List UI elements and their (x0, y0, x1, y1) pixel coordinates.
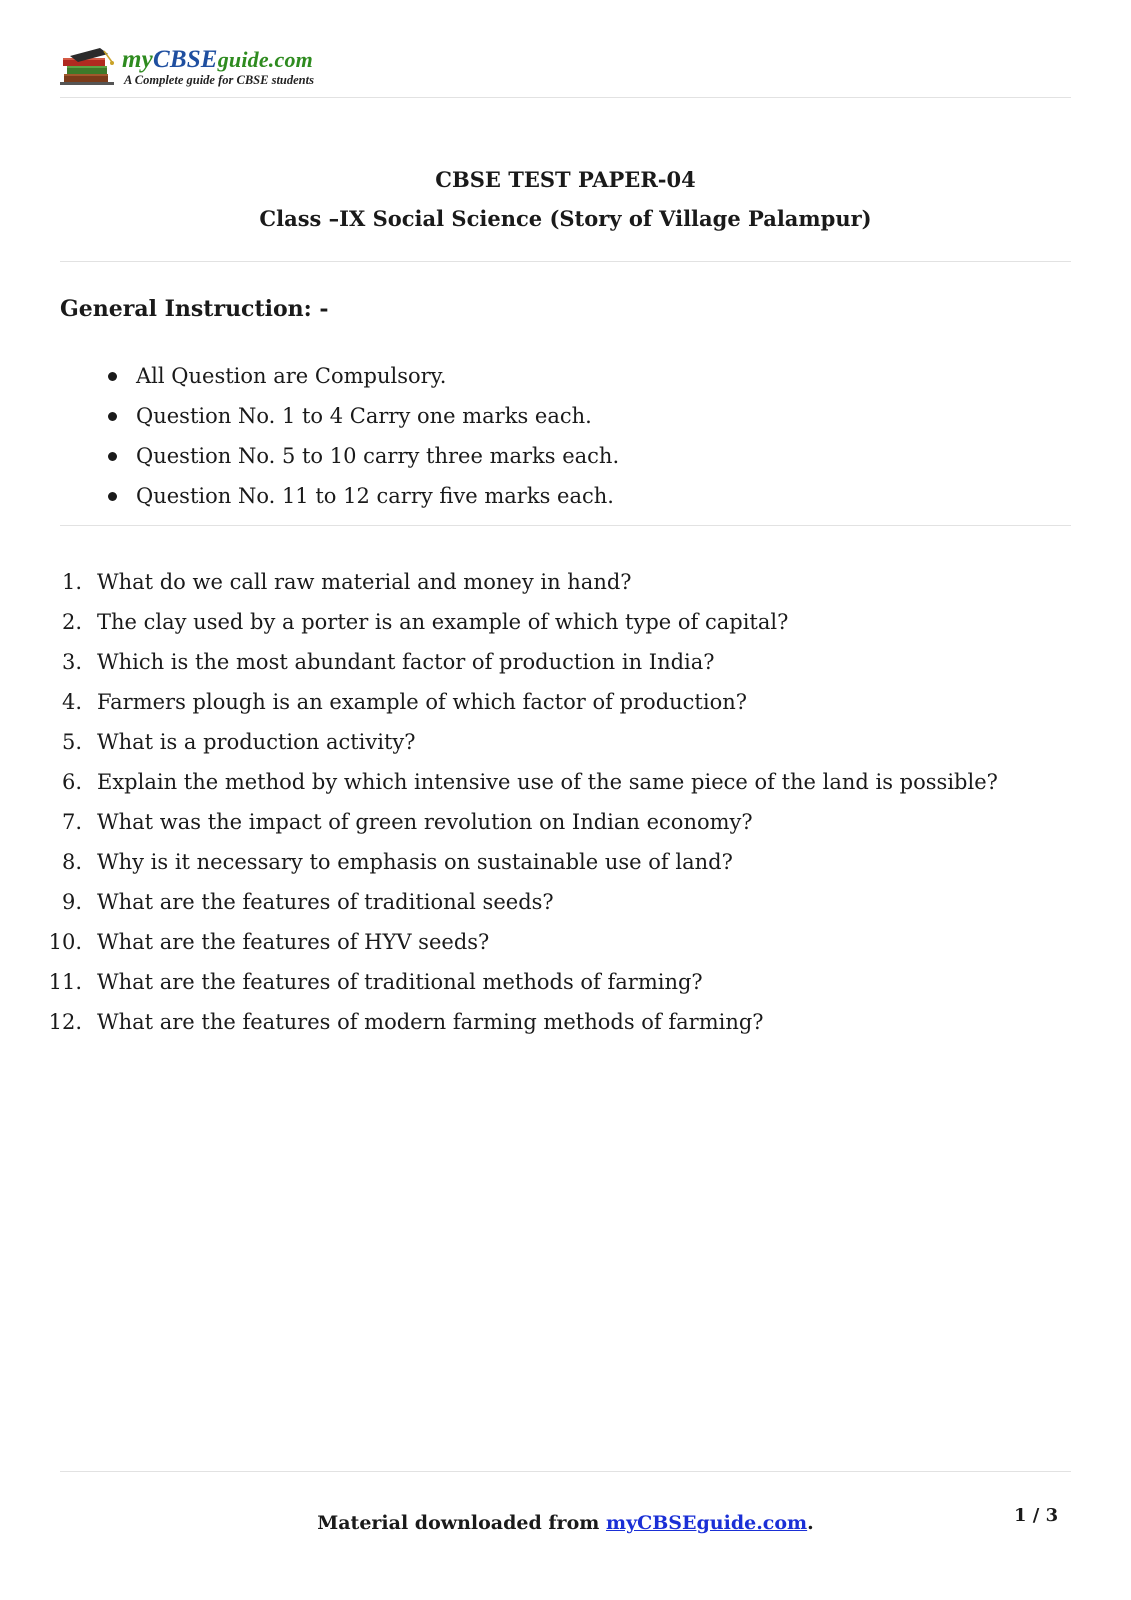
question-item (40, 842, 998, 882)
header-divider (60, 97, 1071, 98)
instruction-item (60, 436, 619, 476)
paper-subtitle: Class –IX Social Science (Story of Village Palampur) (259, 206, 872, 231)
question-text: Explain the method by which intensive use of the same piece of the land is possible? (97, 770, 998, 794)
question-number: 4. (61, 690, 82, 714)
question-number: 11. (48, 970, 82, 994)
question-item (40, 882, 998, 922)
question-number: 12. (48, 1010, 82, 1034)
footer (0, 1512, 1131, 1534)
instruction-text: Question No. 5 to 10 carry three marks each. (136, 444, 620, 468)
question-text: What are the features of traditional methods of farming? (97, 970, 703, 994)
logo-guide: guide.com (217, 47, 313, 73)
title-divider (60, 261, 1071, 262)
instruction-text: Question No. 1 to 4 Carry one marks each. (136, 404, 592, 428)
footer-divider (60, 1471, 1071, 1472)
question-item (40, 1002, 998, 1042)
question-text: Farmers plough is an example of which factor of production? (97, 690, 748, 714)
footer-prefix: Material downloaded from (317, 1512, 606, 1534)
question-item (40, 602, 998, 642)
question-text: What are the features of modern farming methods of farming? (97, 1010, 764, 1034)
instructions-divider (60, 525, 1071, 526)
question-text: The clay used by a porter is an example of which type of capital? (97, 610, 789, 634)
question-text: What do we call raw material and money in hand? (97, 570, 632, 594)
question-item (40, 762, 998, 802)
question-number: 9. (61, 890, 82, 914)
paper-title: CBSE TEST PAPER-04 (435, 167, 696, 192)
instruction-text: All Question are Compulsory. (136, 364, 447, 388)
page-number: 1 / 3 (1014, 1505, 1059, 1526)
footer-suffix: . (807, 1512, 814, 1534)
question-item (40, 722, 998, 762)
question-item (40, 562, 998, 602)
site-logo (60, 42, 314, 92)
question-item (40, 682, 998, 722)
question-number: 7. (61, 810, 82, 834)
question-text: What is a production activity? (97, 730, 416, 754)
bullet-icon (108, 372, 117, 381)
question-number: 5. (61, 730, 82, 754)
question-text: Which is the most abundant factor of production in India? (97, 650, 715, 674)
question-number: 8. (61, 850, 82, 874)
footer-link[interactable]: myCBSEguide.com (605, 1512, 808, 1534)
instruction-item (60, 476, 619, 516)
question-number: 6. (61, 770, 82, 794)
instruction-item (60, 396, 619, 436)
bullet-icon (108, 412, 117, 421)
instructions-list (60, 356, 619, 516)
instruction-text: Question No. 11 to 12 carry five marks each. (136, 484, 614, 508)
question-item (40, 642, 998, 682)
instructions-heading: General Instruction: - (60, 296, 329, 322)
question-number: 3. (61, 650, 82, 674)
question-list (40, 562, 998, 1042)
logo-cbse: CBSE (152, 46, 218, 74)
question-item (40, 922, 998, 962)
question-text: Why is it necessary to emphasis on sustainable use of land? (97, 850, 733, 874)
question-number: 1. (61, 570, 82, 594)
books-icon (60, 44, 118, 90)
question-text: What was the impact of green revolution on Indian economy? (97, 810, 753, 834)
question-item (40, 962, 998, 1002)
bullet-icon (108, 492, 117, 501)
question-text: What are the features of HYV seeds? (97, 930, 490, 954)
instruction-item (60, 356, 619, 396)
question-number: 2. (61, 610, 82, 634)
question-item (40, 802, 998, 842)
question-number: 10. (48, 930, 82, 954)
bullet-icon (108, 452, 117, 461)
question-text: What are the features of traditional seeds? (97, 890, 554, 914)
logo-tagline: A Complete guide for CBSE students (124, 73, 314, 88)
logo-my: my (122, 46, 153, 74)
